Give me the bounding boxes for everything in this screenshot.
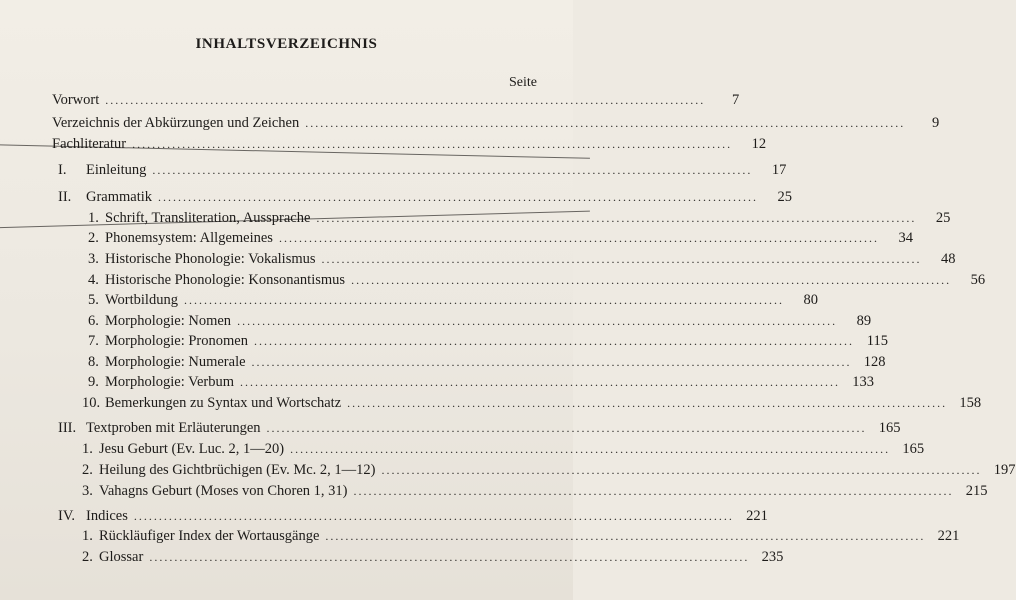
toc-entry-page: 165 (878, 420, 901, 436)
toc-entry-number: IV. (58, 508, 76, 524)
dot-leader: ........................................................................................................................ (325, 529, 926, 543)
toc-entry-page: 48 (941, 251, 956, 267)
toc-entry-page: 221 (937, 528, 960, 544)
toc-entry-title: Jesu Geburt (Ev. Luc. 2, 1—20) (99, 441, 285, 457)
dot-leader: ........................................................................................................................ (149, 550, 750, 564)
toc-entry (82, 483, 988, 503)
dot-leader: ........................................................................................................................ (321, 252, 922, 266)
toc-entry (88, 272, 986, 292)
toc-entry (52, 92, 740, 112)
toc-entry (58, 189, 793, 209)
toc-entry-title: Morphologie: Numerale (105, 354, 246, 370)
toc-entry-number: 1. (82, 528, 93, 544)
toc-entry-number: 5. (88, 292, 99, 308)
toc-entry-page: 165 (902, 441, 925, 457)
toc-entry (88, 354, 886, 374)
toc-entry (88, 210, 951, 230)
dot-leader: ........................................................................................................................ (251, 355, 852, 369)
toc-entry-title: Schrift, Transliteration, Aussprache (105, 210, 311, 226)
toc-entry-title: Wortbildung (105, 292, 178, 308)
toc-entry-number: 7. (88, 333, 99, 349)
toc-entry-number: 1. (88, 210, 99, 226)
dot-leader: ........................................................................................................................ (381, 463, 982, 477)
toc-entry-title: Bemerkungen zu Syntax und Wortschatz (105, 395, 342, 411)
dot-leader: ........................................................................................................................ (183, 293, 784, 307)
toc-entry (58, 420, 901, 440)
dot-leader: ........................................................................................................................ (132, 137, 733, 151)
toc-entry (52, 136, 767, 156)
toc-entry (52, 115, 940, 135)
toc-entry-title: Vahagns Geburt (Moses von Choren 1, 31) (99, 483, 348, 499)
dot-leader: ........................................................................................................................ (316, 211, 917, 225)
toc-entry-number: 6. (88, 313, 99, 329)
dot-leader: ........................................................................................................................ (133, 509, 734, 523)
toc-entry (58, 508, 768, 528)
toc-entry-title: Historische Phonologie: Vokalismus (105, 251, 316, 267)
dot-leader: ........................................................................................................................ (105, 93, 706, 107)
toc-entry-page: 197 (993, 462, 1016, 478)
toc-entry-title: Historische Phonologie: Konsonantismus (105, 272, 346, 288)
toc-entry-title: Einleitung (86, 162, 147, 178)
toc-entry-title: Fachliteratur (52, 136, 127, 152)
dot-leader: ........................................................................................................................ (237, 314, 838, 328)
toc-entry-title: Glossar (99, 549, 144, 565)
toc-entry (82, 528, 960, 548)
toc-entry-page: 17 (771, 162, 787, 178)
toc-entry-page: 56 (970, 272, 986, 288)
toc-entry-title: Indices (86, 508, 128, 524)
toc-entry-title: Vorwort (52, 92, 100, 108)
dot-leader: ........................................................................................................................ (305, 116, 906, 130)
toc-entry (58, 162, 787, 182)
dot-leader: ........................................................................................................................ (278, 231, 879, 245)
toc-entry-page: 133 (852, 374, 875, 390)
toc-entry-page: 34 (898, 230, 913, 246)
toc-entry-number: 3. (88, 251, 99, 267)
toc-entry-title: Morphologie: Pronomen (105, 333, 248, 349)
toc-entry (82, 395, 982, 415)
toc-entry-number: 2. (82, 549, 93, 565)
dot-leader: ........................................................................................................................ (152, 163, 753, 177)
dot-leader: ........................................................................................................................ (158, 190, 759, 204)
toc-entry (88, 292, 818, 312)
dot-leader: ........................................................................................................................ (240, 375, 841, 389)
toc-entry (82, 549, 784, 569)
toc-entry-page: 25 (935, 210, 951, 226)
toc-entry (88, 333, 888, 353)
page-title: INHALTSVERZEICHNIS (195, 36, 378, 52)
toc-entry-page: 7 (732, 92, 740, 108)
toc-entry-number: 2. (82, 462, 93, 478)
toc-entry-title: Grammatik (86, 189, 153, 205)
dot-leader: ........................................................................................................................ (290, 442, 891, 456)
toc-entry-page: 12 (751, 136, 767, 152)
toc-entry (88, 251, 956, 271)
dot-leader: ........................................................................................................................ (266, 421, 867, 435)
dot-leader: ........................................................................................................................ (351, 273, 952, 287)
toc-entry-number: 4. (88, 272, 99, 288)
toc-entry-number: 8. (88, 354, 99, 370)
toc-entry-page: 158 (959, 395, 982, 411)
dot-leader: ........................................................................................................................ (253, 334, 854, 348)
toc-entry-number: 3. (82, 483, 93, 499)
toc-entry-page: 215 (965, 483, 988, 499)
toc-entry-number: II. (58, 189, 72, 205)
toc-entry (88, 374, 875, 394)
toc-entry-page: 221 (746, 508, 768, 524)
toc-entry-number: I. (58, 162, 67, 178)
toc-entry-number: 9. (88, 374, 99, 390)
dot-leader: ........................................................................................................................ (347, 396, 948, 410)
toc-entry-title: Phonemsystem: Allgemeines (105, 230, 273, 246)
dot-leader: ........................................................................................................................ (353, 484, 954, 498)
toc-entry-title: Heilung des Gichtbrüchigen (Ev. Mc. 2, 1—12) (99, 462, 376, 478)
page-column-label: Seite (509, 75, 537, 90)
toc-entry (82, 462, 1016, 482)
toc-entry-number: 10. (82, 395, 101, 411)
toc-entry-number: 1. (82, 441, 93, 457)
toc-entry-page: 235 (761, 549, 784, 565)
toc-entry-title: Morphologie: Nomen (105, 313, 232, 329)
toc-entry-number: 2. (88, 230, 99, 246)
toc-entry-title: Verzeichnis der Abkürzungen und Zeichen (52, 115, 300, 131)
toc-entry (82, 441, 925, 461)
toc-entry (88, 313, 872, 333)
toc-entry (88, 230, 913, 250)
toc-entry-page: 128 (863, 354, 886, 370)
toc-entry-page: 89 (856, 313, 872, 329)
toc-entry-page: 115 (866, 333, 888, 349)
toc-entry-page: 80 (803, 292, 818, 308)
toc-entry-title: Rückläufiger Index der Wortausgänge (99, 528, 320, 544)
toc-entry-title: Textproben mit Erläuterungen (86, 420, 261, 436)
toc-entry-page: 9 (931, 115, 940, 131)
toc-entry-page: 25 (777, 189, 793, 205)
toc-entry-title: Morphologie: Verbum (105, 374, 235, 390)
toc-entry-number: III. (58, 420, 77, 436)
